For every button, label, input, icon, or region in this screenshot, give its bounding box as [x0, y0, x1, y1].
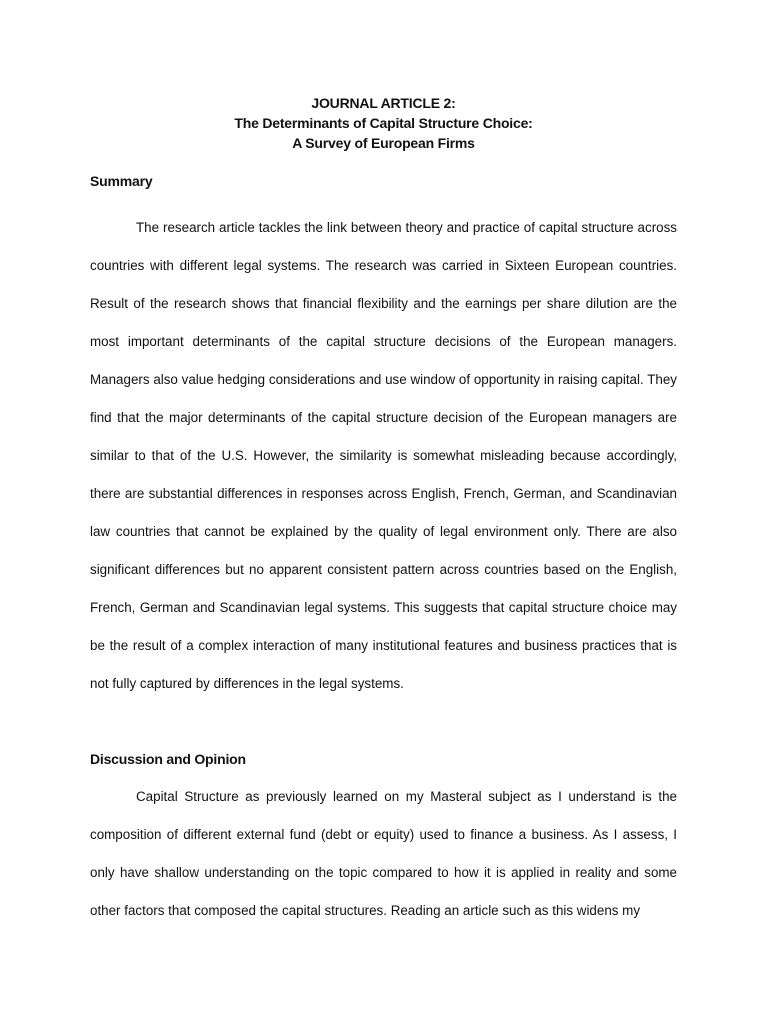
summary-paragraph: The research article tackles the link between theory and practice of capital structure across countries with different legal systems. The research was carried in Sixteen European countries. Result of the research shows that financial flexibility and the earnings per share dilution are the most important determinants of the capital structure decisions of the European managers. Managers also value hedging considerations and use window of opportunity in raising capital. They find that the major determinants of the capital structure decision of the European managers are similar to that of the U.S. However, the similarity is somewhat misleading because accordingly, there are substantial differences in responses across English, French, German, and Scandinavian law countries that cannot be explained by the quality of legal environment only. There are also significant differences but no apparent consistent pattern across countries based on the English, French, German and Scandinavian legal systems. This suggests that capital structure choice may be the result of a complex interaction of many institutional features and business practices that is not fully captured by differences in the legal systems. — [90, 220, 677, 691]
title-line-2: The Determinants of Capital Structure Choice: — [234, 115, 533, 131]
title-line-1: JOURNAL ARTICLE 2: — [311, 95, 456, 111]
discussion-paragraph: Capital Structure as previously learned on my Masteral subject as I understand is the composition of different external fund (debt or equity) used to finance a business. As I assess, I only have shallow understanding on the topic compared to how it is applied in reality and some other factors that composed the capital structures. Reading an article such as this widens my — [90, 789, 677, 918]
title-line-3: A Survey of European Firms — [292, 135, 475, 151]
summary-heading: Summary — [90, 173, 153, 189]
discussion-heading: Discussion and Opinion — [90, 751, 246, 767]
document-title — [90, 93, 677, 153]
